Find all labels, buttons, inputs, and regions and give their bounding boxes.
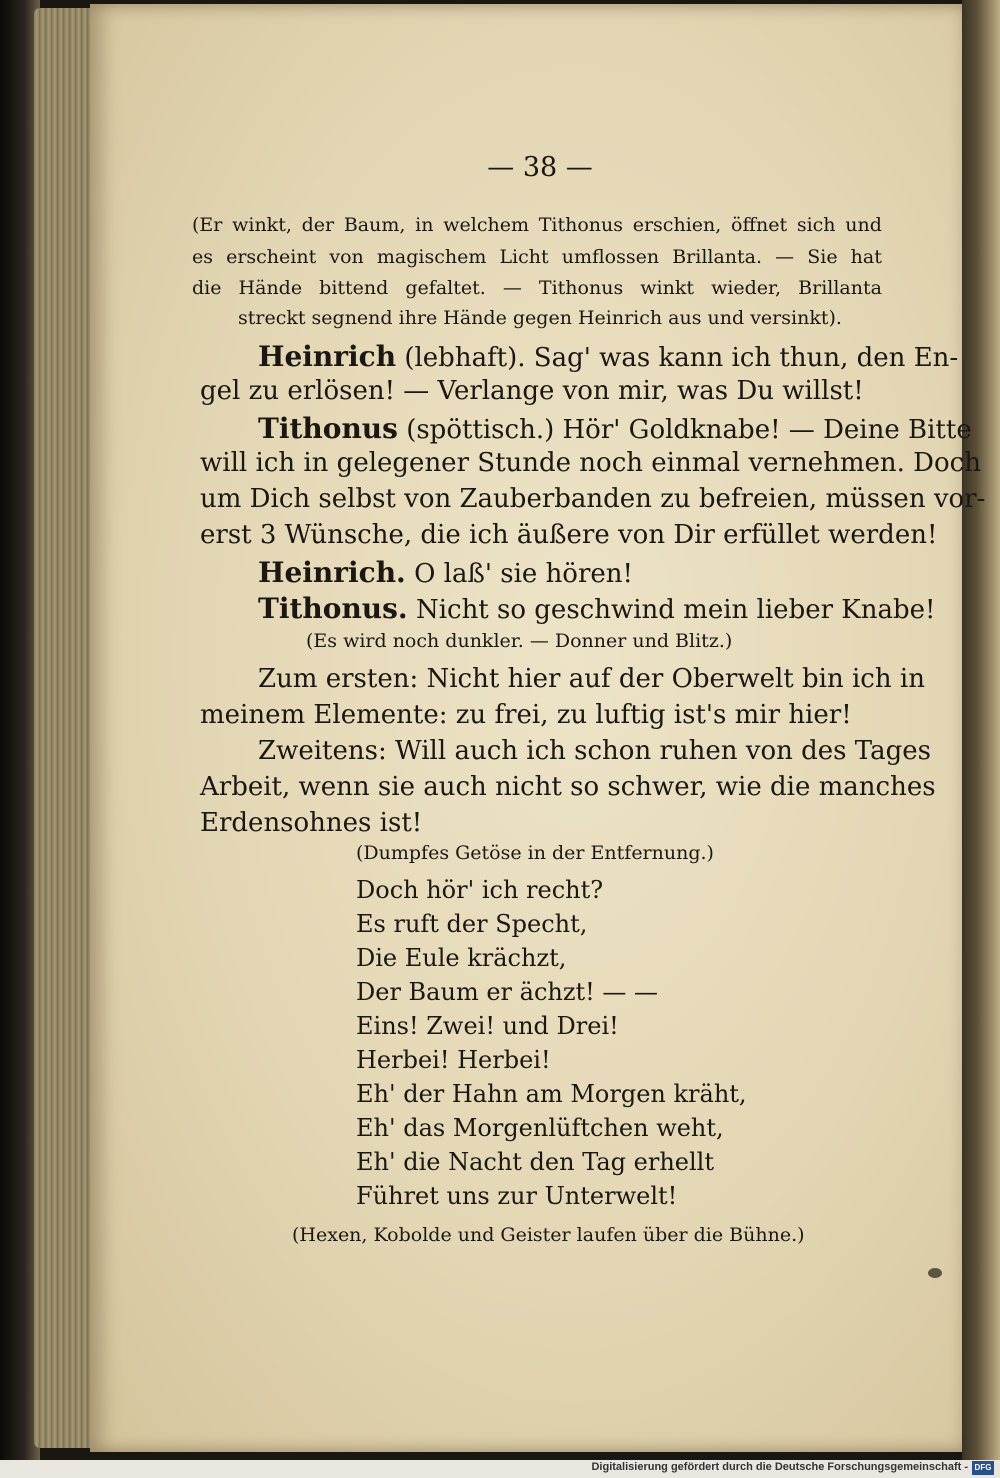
stage-direction: (Hexen, Kobolde und Geister laufen über die Bühne.)	[292, 1224, 805, 1246]
dialogue-text: (lebhaft). Sag' was kann ich thun, den En-	[404, 343, 959, 373]
verse-line: Eh' der Hahn am Morgen kräht,	[356, 1080, 747, 1108]
verse-line: Eh' das Morgenlüftchen weht,	[356, 1114, 724, 1142]
page-number: — 38 —	[487, 152, 593, 183]
speaker-name: Tithonus.	[258, 592, 408, 625]
paragraph-line: Erdensohnes ist!	[200, 808, 423, 838]
stage-direction-line: streckt segnend ihre Hände gegen Heinrich aus und versinkt).	[238, 307, 842, 329]
paragraph-line: Arbeit, wenn sie auch nicht so schwer, wie die manches	[200, 772, 936, 802]
dialogue-line	[258, 340, 958, 373]
paragraph-line: Zweitens: Will auch ich schon ruhen von des Tages	[258, 736, 931, 766]
dialogue-line: um Dich selbst von Zauberbanden zu befreien, müssen vor-	[200, 484, 986, 514]
verse-line: Der Baum er ächzt! — —	[356, 978, 659, 1006]
dialogue-text: O laß' sie hören!	[414, 559, 633, 589]
paragraph-line: Zum ersten: Nicht hier auf der Oberwelt bin ich in	[258, 664, 925, 694]
dialogue-line	[258, 412, 972, 445]
dialogue-line	[258, 556, 633, 589]
stage-direction: (Dumpfes Getöse in der Entfernung.)	[356, 842, 714, 864]
stage-direction: (Es wird noch dunkler. — Donner und Blitz.)	[306, 630, 733, 652]
verse-line: Doch hör' ich recht?	[356, 876, 604, 904]
speaker-name: Heinrich	[258, 340, 397, 373]
stage-direction-line: die Hände bittend gefaltet. — Tithonus winkt wieder, Brillanta	[192, 277, 882, 299]
dialogue-text: Nicht so geschwind mein lieber Knabe!	[415, 595, 936, 625]
dialogue-text: (spöttisch.) Hör' Goldknabe! — Deine Bitte	[406, 415, 972, 445]
verse-line: Die Eule krächzt,	[356, 944, 567, 972]
dialogue-line: erst 3 Wünsche, die ich äußere von Dir erfüllet werden!	[200, 520, 938, 550]
speaker-name: Heinrich.	[258, 556, 406, 589]
dialogue-line: gel zu erlösen! — Verlange von mir, was Du willst!	[200, 376, 864, 406]
speaker-name: Tithonus	[258, 412, 398, 445]
stage-direction-line: es erscheint von magischem Licht umflossen Brillanta. — Sie hat	[192, 246, 882, 268]
dialogue-line	[258, 592, 935, 625]
dialogue-line: will ich in gelegener Stunde noch einmal vernehmen. Doch	[200, 448, 981, 478]
verse-line: Eh' die Nacht den Tag erhellt	[356, 1148, 714, 1176]
verse-line: Führet uns zur Unterwelt!	[356, 1182, 678, 1210]
verse-line: Es ruft der Specht,	[356, 910, 588, 938]
footer-credit: Digitalisierung gefördert durch die Deutsche Forschungsgemeinschaft -	[591, 1461, 968, 1473]
dfg-logo: DFG	[972, 1461, 994, 1475]
stage-direction-line: (Er winkt, der Baum, in welchem Tithonus erschien, öffnet sich und	[192, 214, 882, 236]
verse-line: Eins! Zwei! und Drei!	[356, 1012, 619, 1040]
paragraph-line: meinem Elemente: zu frei, zu luftig ist's mir hier!	[200, 700, 852, 730]
verse-line: Herbei! Herbei!	[356, 1046, 551, 1074]
